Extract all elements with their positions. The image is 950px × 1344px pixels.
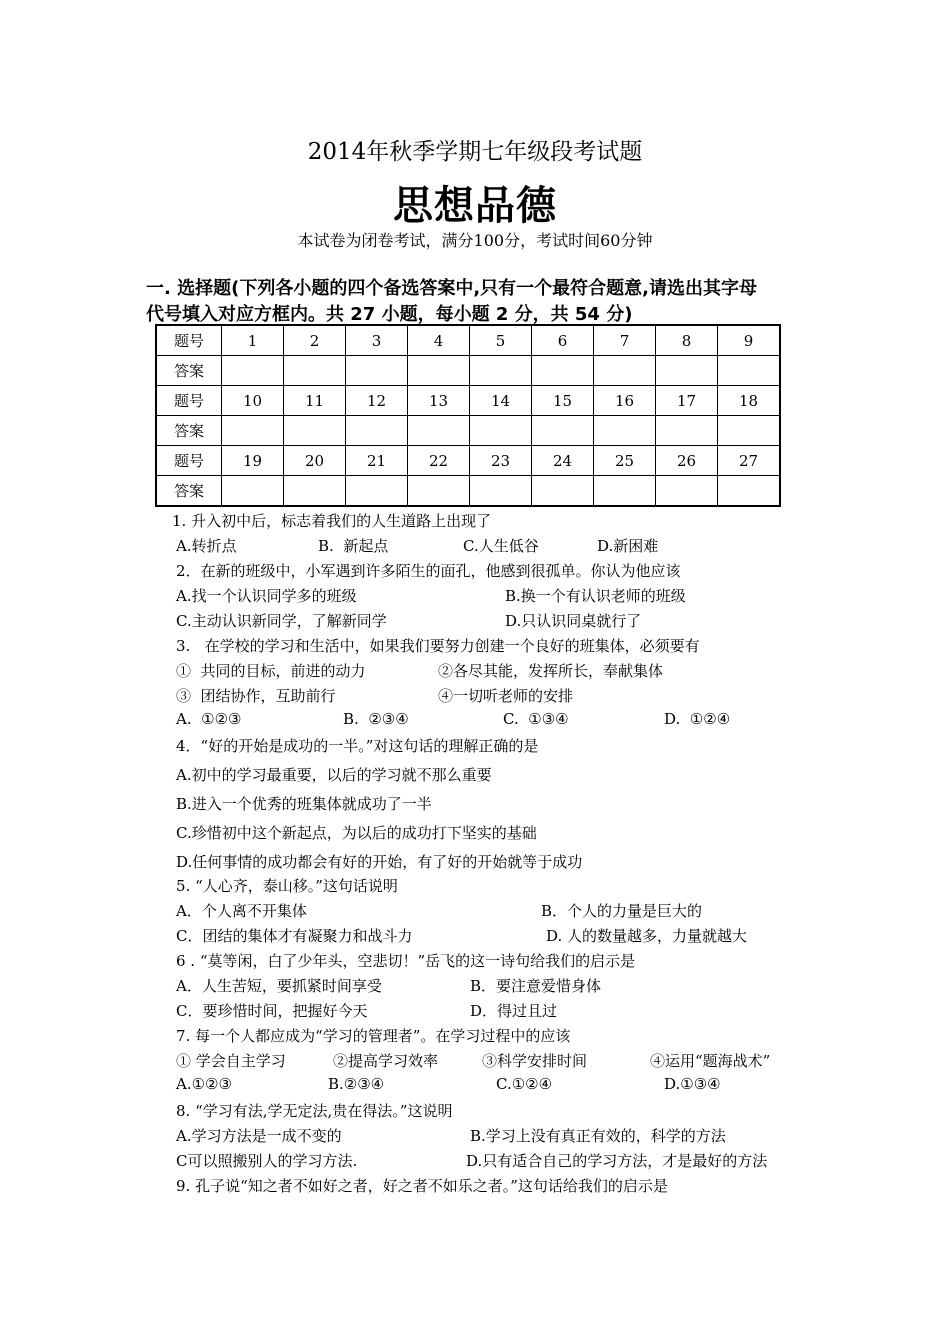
question-number: 3 (346, 325, 408, 356)
question-number: 17 (656, 386, 718, 416)
question-number: 6 (532, 325, 594, 356)
q3-statement-4: ④一切听老师的安排 (438, 687, 574, 705)
question-9-stem: 9. 孔子说“知之者不如好之者，好之者不如乐之者。”这句话给我们的启示是 (176, 1177, 668, 1195)
q6-option-a: A．人生苦短，要抓紧时间享受 (176, 977, 382, 995)
q1-option-c: C.人生低谷 (463, 537, 539, 555)
question-number: 25 (594, 446, 656, 476)
question-number: 23 (470, 446, 532, 476)
q6-option-d: D．得过且过 (470, 1002, 558, 1020)
question-number: 7 (594, 325, 656, 356)
question-number: 10 (222, 386, 284, 416)
subject-title: 思想品德 (393, 183, 557, 229)
row-label: 题号 (156, 386, 222, 416)
answer-table (155, 324, 781, 507)
q6-option-b: B．要注意爱惜身体 (470, 977, 602, 995)
q1-option-d: D.新困难 (597, 537, 659, 555)
answer-cell[interactable] (470, 416, 532, 446)
answer-cell[interactable] (532, 356, 594, 386)
q2-option-d: D.只认识同桌就行了 (505, 612, 642, 630)
answer-cell[interactable] (594, 356, 656, 386)
answer-cell[interactable] (408, 476, 470, 507)
question-6-stem: 6 . “莫等闲，白了少年头，空悲切！”岳飞的这一诗句给我们的启示是 (176, 952, 636, 970)
answer-cell[interactable] (718, 476, 781, 507)
q3-option-d: D. ①②④ (664, 710, 731, 728)
q5-option-c: C．团结的集体才有凝聚力和战斗力 (176, 927, 413, 945)
q5-option-b: B．个人的力量是巨大的 (541, 902, 703, 920)
q3-option-a: A. ①②③ (176, 710, 242, 728)
answer-cell[interactable] (346, 416, 408, 446)
answer-cell[interactable] (284, 416, 346, 446)
q5-option-a: A．个人离不开集体 (176, 902, 307, 920)
question-number: 20 (284, 446, 346, 476)
question-number: 11 (284, 386, 346, 416)
q7-statement-3: ③科学安排时间 (482, 1052, 588, 1070)
q6-option-c: C．要珍惜时间，把握好今天 (176, 1002, 368, 1020)
answer-cell[interactable] (532, 416, 594, 446)
question-5-stem: 5. “人心齐，泰山移。”这句话说明 (176, 877, 398, 895)
q8-option-b: B.学习上没有真正有效的，科学的方法 (470, 1127, 726, 1145)
question-number: 19 (222, 446, 284, 476)
q3-statement-3: ③ 团结协作，互助前行 (176, 687, 336, 705)
exam-title: 2014年秋季学期七年级段考试题 (307, 139, 643, 165)
question-number: 16 (594, 386, 656, 416)
question-number: 8 (656, 325, 718, 356)
answer-cell[interactable] (222, 356, 284, 386)
question-number: 12 (346, 386, 408, 416)
question-number: 1 (222, 325, 284, 356)
number-row (156, 325, 780, 356)
answer-cell[interactable] (408, 416, 470, 446)
question-number: 4 (408, 325, 470, 356)
answer-cell[interactable] (284, 476, 346, 507)
q3-statement-2: ②各尽其能，发挥所长，奉献集体 (438, 662, 664, 680)
answer-cell[interactable] (594, 476, 656, 507)
answer-cell[interactable] (656, 356, 718, 386)
answer-row (156, 476, 780, 507)
q1-option-a: A.转折点 (176, 537, 237, 555)
question-number: 9 (718, 325, 781, 356)
q7-option-c: C.①②④ (496, 1075, 553, 1093)
q7-statement-4: ④运用“题海战术” (650, 1052, 771, 1070)
question-3-stem: 3. 在学校的学习和生活中，如果我们要努力创建一个良好的班集体，必须要有 (176, 637, 700, 655)
number-row (156, 446, 780, 476)
answer-cell[interactable] (656, 416, 718, 446)
q1-option-b: B. 新起点 (318, 537, 389, 555)
answer-cell[interactable] (346, 356, 408, 386)
question-number: 27 (718, 446, 781, 476)
row-label: 答案 (156, 476, 222, 507)
answer-cell[interactable] (718, 356, 781, 386)
answer-cell[interactable] (594, 416, 656, 446)
q2-option-b: B.换一个有认识老师的班级 (505, 587, 686, 605)
answer-row (156, 356, 780, 386)
row-label: 题号 (156, 325, 222, 356)
q5-option-d: D. 人的数量越多，力量就越大 (546, 927, 748, 945)
q2-option-a: A.找一个认识同学多的班级 (176, 587, 357, 605)
q4-option-c: C.珍惜初中这个新起点，为以后的成功打下坚实的基础 (176, 824, 537, 842)
answer-cell[interactable] (470, 476, 532, 507)
q7-option-a: A.①②③ (176, 1075, 232, 1093)
question-number: 15 (532, 386, 594, 416)
q7-option-d: D.①③④ (664, 1075, 721, 1093)
answer-cell[interactable] (718, 416, 781, 446)
answer-cell[interactable] (532, 476, 594, 507)
q8-option-c: C可以照搬别人的学习方法. (176, 1152, 358, 1170)
exam-note: 本试卷为闭卷考试，满分100分，考试时间60分钟 (297, 231, 653, 250)
answer-cell[interactable] (470, 356, 532, 386)
question-number: 14 (470, 386, 532, 416)
q7-option-b: B.②③④ (328, 1075, 385, 1093)
q4-option-d: D.任何事情的成功都会有好的开始，有了好的开始就等于成功 (176, 853, 583, 871)
question-2-stem: 2．在新的班级中，小军遇到许多陌生的面孔，他感到很孤单。你认为他应该 (176, 562, 681, 580)
question-number: 24 (532, 446, 594, 476)
q3-option-c: C. ①③④ (503, 710, 569, 728)
question-8-stem: 8. “学习有法,学无定法,贵在得法。”这说明 (176, 1102, 453, 1120)
question-4-stem: 4．“好的开始是成功的一半。”对这句话的理解正确的是 (176, 737, 539, 755)
answer-cell[interactable] (346, 476, 408, 507)
q4-option-a: A.初中的学习最重要，以后的学习就不那么重要 (176, 766, 492, 784)
row-label: 题号 (156, 446, 222, 476)
q3-statement-1: ① 共同的目标，前进的动力 (176, 662, 366, 680)
question-number: 22 (408, 446, 470, 476)
answer-cell[interactable] (284, 356, 346, 386)
q2-option-c: C.主动认识新同学，了解新同学 (176, 612, 387, 630)
question-number: 26 (656, 446, 718, 476)
question-number: 5 (470, 325, 532, 356)
question-number: 18 (718, 386, 781, 416)
section-heading-line2: 代号填入对应方框内。共 27 小题，每小题 2 分，共 54 分) (146, 304, 633, 325)
number-row (156, 386, 780, 416)
question-number: 2 (284, 325, 346, 356)
q8-option-d: D.只有适合自己的学习方法，才是最好的方法 (466, 1152, 768, 1170)
question-number: 13 (408, 386, 470, 416)
answer-cell[interactable] (222, 476, 284, 507)
q8-option-a: A.学习方法是一成不变的 (176, 1127, 342, 1145)
q7-statement-2: ②提高学习效率 (333, 1052, 439, 1070)
section-heading-line1: 一. 选择题(下列各小题的四个备选答案中,只有一个最符合题意,请选出其字母 (146, 278, 758, 299)
question-7-stem: 7. 每一个人都应成为“学习的管理者”。在学习过程中的应该 (176, 1027, 571, 1045)
q3-option-b: B. ②③④ (343, 710, 409, 728)
question-number: 21 (346, 446, 408, 476)
answer-cell[interactable] (408, 356, 470, 386)
answer-row (156, 416, 780, 446)
q4-option-b: B.进入一个优秀的班集体就成功了一半 (176, 795, 432, 813)
answer-cell[interactable] (222, 416, 284, 446)
answer-cell[interactable] (656, 476, 718, 507)
row-label: 答案 (156, 356, 222, 386)
row-label: 答案 (156, 416, 222, 446)
q7-statement-1: ① 学会自主学习 (176, 1052, 286, 1070)
question-1-stem: 1. 升入初中后，标志着我们的人生道路上出现了 (172, 512, 492, 530)
